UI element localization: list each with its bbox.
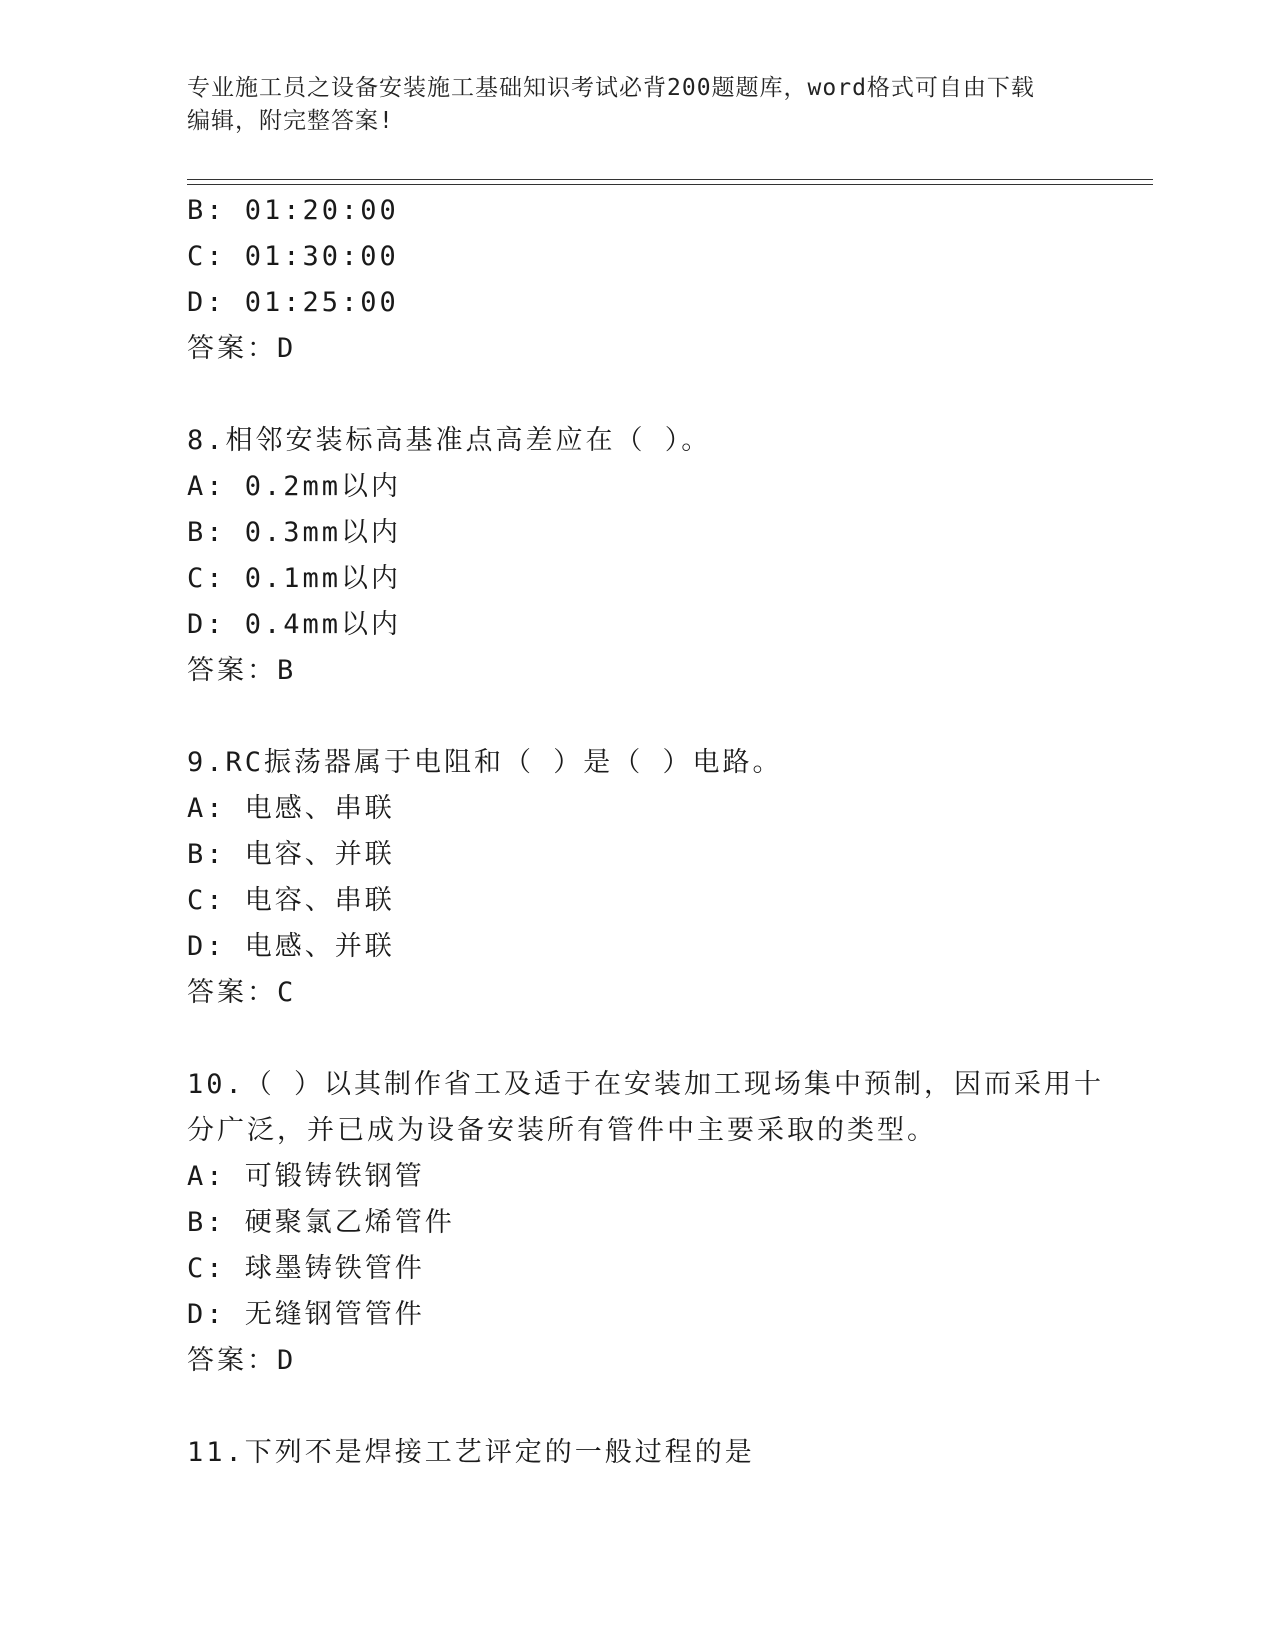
option-b: B: 硬聚氯乙烯管件 bbox=[187, 1207, 455, 1238]
header-divider-bottom bbox=[187, 184, 1153, 185]
option-d: D: 0.4mm以内 bbox=[187, 609, 402, 640]
question-stem: 11.下列不是焊接工艺评定的一般过程的是 bbox=[187, 1437, 755, 1468]
option-c: C: 球墨铸铁管件 bbox=[187, 1253, 425, 1284]
question-7 bbox=[187, 188, 1087, 372]
option-b: B: 0.3mm以内 bbox=[187, 517, 402, 548]
question-stem: 9.RC振荡器属于电阻和（ ）是（ ）电路。 bbox=[187, 747, 783, 778]
answer: 答案：C bbox=[187, 977, 297, 1008]
answer: 答案：B bbox=[187, 655, 297, 686]
option-d: D: 电感、并联 bbox=[187, 931, 395, 962]
question-10 bbox=[187, 1062, 1105, 1384]
spacer bbox=[187, 372, 1087, 418]
option-c: C: 0.1mm以内 bbox=[187, 563, 402, 594]
question-11 bbox=[187, 1430, 1087, 1476]
header-divider-top bbox=[187, 179, 1153, 180]
option-b: B: 01:20:00 bbox=[187, 195, 399, 226]
spacer bbox=[187, 1384, 1087, 1430]
spacer bbox=[187, 1016, 1087, 1062]
header-title-line-1: 专业施工员之设备安装施工基础知识考试必背200题题库，word格式可自由下载 bbox=[187, 75, 1035, 101]
answer: 答案：D bbox=[187, 1345, 297, 1376]
option-d: D: 01:25:00 bbox=[187, 287, 399, 318]
question-list bbox=[187, 188, 1105, 1476]
question-9 bbox=[187, 740, 1087, 1016]
option-a: A: 0.2mm以内 bbox=[187, 471, 402, 502]
option-d: D: 无缝钢管管件 bbox=[187, 1299, 425, 1330]
question-stem-line-2: 分广泛，并已成为设备安装所有管件中主要采取的类型。 bbox=[187, 1115, 937, 1146]
question-8 bbox=[187, 418, 1087, 694]
option-c: C: 01:30:00 bbox=[187, 241, 399, 272]
option-a: A: 电感、串联 bbox=[187, 793, 395, 824]
option-a: A: 可锻铸铁钢管 bbox=[187, 1161, 425, 1192]
question-stem-line-1: 10.（ ）以其制作省工及适于在安装加工现场集中预制，因而采用十 bbox=[187, 1069, 1105, 1100]
option-c: C: 电容、串联 bbox=[187, 885, 395, 916]
header-title-line-2: 编辑，附完整答案! bbox=[187, 108, 394, 134]
spacer bbox=[187, 694, 1087, 740]
question-stem: 8.相邻安装标高基准点高差应在（ ）。 bbox=[187, 425, 712, 456]
option-b: B: 电容、并联 bbox=[187, 839, 395, 870]
answer: 答案：D bbox=[187, 333, 297, 364]
document-header bbox=[187, 72, 1067, 138]
